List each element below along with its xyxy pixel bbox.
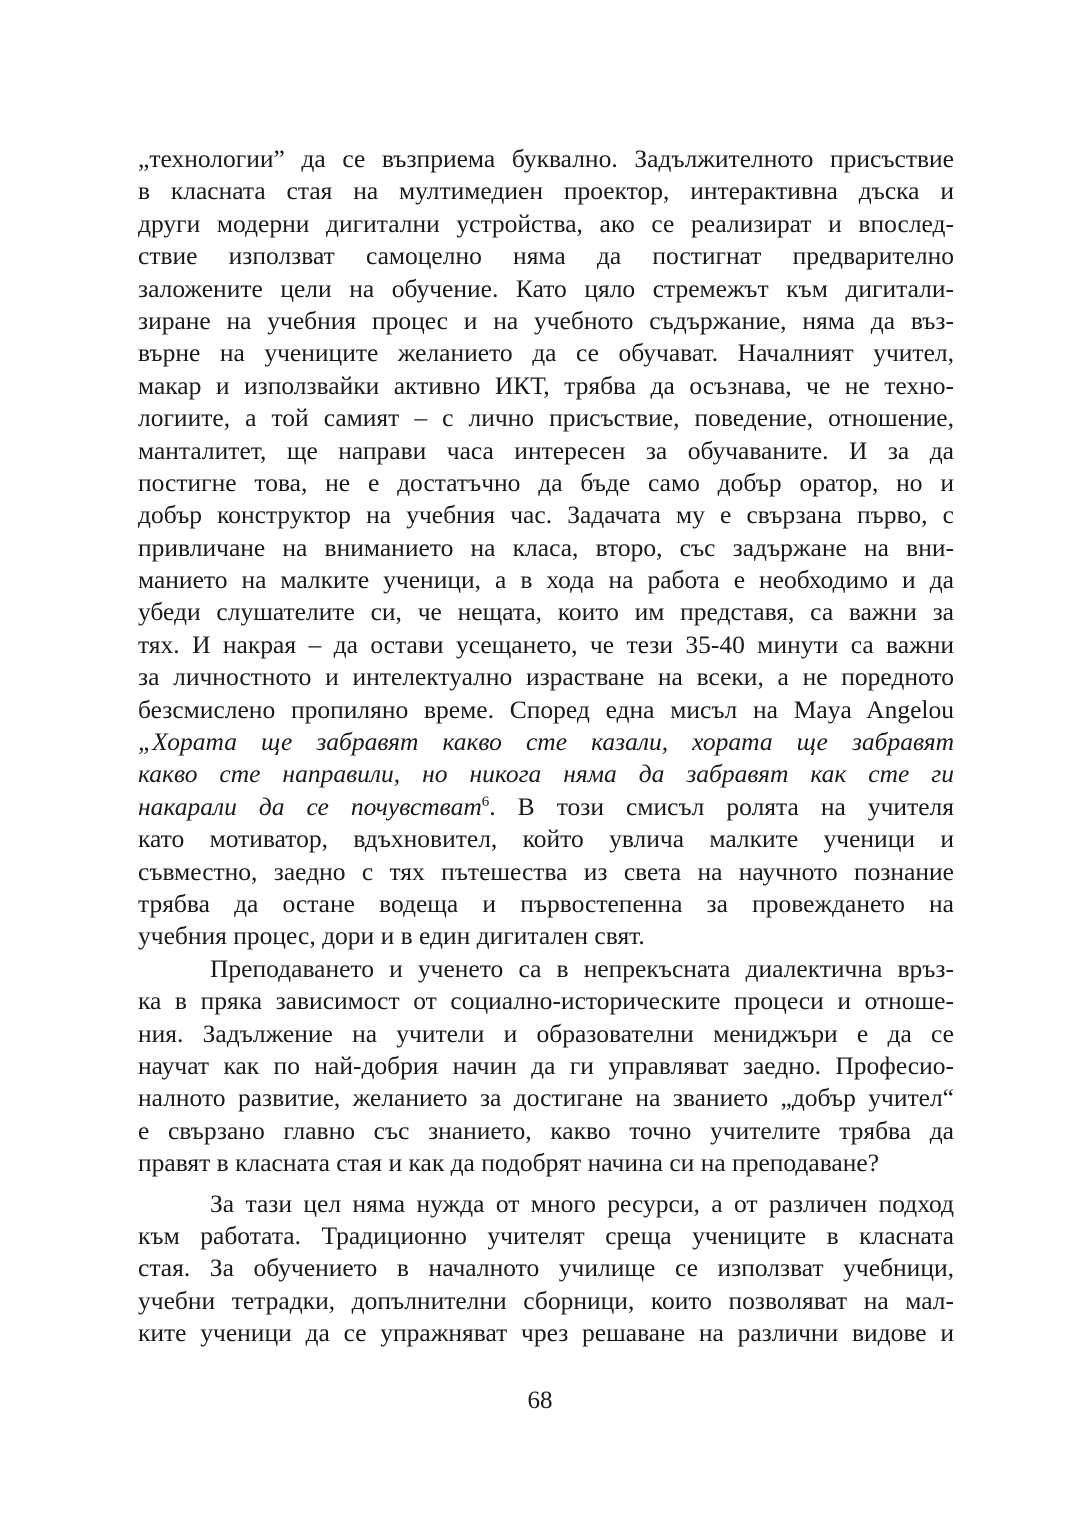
text-line: заложените цели на обучение. Като цяло стремежът към дигитали- [138, 273, 954, 303]
text-line: „технологии” да се възприема буквално. Задължителното присъствие [138, 144, 954, 173]
paragraph-1 [138, 143, 954, 953]
text-line: манталитет, ще направи часа интересен за обучаваните. И за да [138, 435, 954, 465]
text-line: манието на малките ученици, а в хода на работа е необходимо и да [138, 565, 954, 595]
text-line: като мотиватор, вдъхновител, който увлича малките ученици и [138, 824, 954, 854]
body-text [138, 143, 954, 1349]
text-line: ките ученици да се упражняват чрез решаване на различни видове и [138, 1318, 954, 1348]
text-line: ка в пряка зависимост от социално-историческите процеси и отноше- [138, 986, 954, 1016]
quote-line: какво сте направили, но никога няма да забравят как сте ги [138, 759, 954, 789]
text-line: зиране на учебния процес и на учебното съдържание, няма да въз- [138, 305, 954, 335]
footnote-mark[interactable]: 6 [481, 793, 490, 810]
paragraph-spacing [138, 1180, 954, 1188]
text-line: учебни тетрадки, допълнителни сборници, които позволяват на мал- [138, 1285, 954, 1315]
quote-line-with-footnote [138, 791, 954, 823]
text-line: постигне това, не е достатъчно да бъде само добър оратор, но и [138, 467, 954, 497]
quote-continuation: . В този смисъл ролята на учителя [489, 791, 954, 821]
text-line: научат как по най-добрия начин да ги управляват заедно. Професио- [138, 1050, 954, 1080]
text-line: съвместно, заедно с тях пътешества из света на научното познание [138, 856, 954, 886]
paragraph-3 [138, 1188, 954, 1350]
text-line: За тази цел няма нужда от много ресурси, а от различен подход [210, 1188, 954, 1218]
text-line: други модерни дигитални устройства, ако се реализират и впослед- [138, 208, 954, 238]
text-line: добър конструктор на учебния час. Задачата му е свързана първо, с [138, 500, 954, 530]
text-line: правят в класната стая и как да подобрят начина си на преподаване? [138, 1148, 880, 1178]
text-line: убеди слушателите си, че нещата, които им представя, са важни за [138, 597, 954, 627]
text-line: макар и използвайки активно ИКТ, трябва да осъзнава, че не техно- [138, 370, 954, 400]
text-line: ния. Задължение на учители и образователни мениджъри е да се [138, 1018, 954, 1048]
text-line: безсмислено пропиляно време. Според една мисъл на Maya Angelou [138, 694, 954, 724]
text-line: към работата. Традиционно учителят среща учениците в класната [138, 1220, 954, 1250]
text-line: Преподаването и ученето са в непрекъсната диалектична връз- [210, 953, 954, 983]
text-line: учебния процес, дори и в един дигитален свят. [138, 921, 645, 951]
text-line: в класната стая на мултимедиен проектор, интерактивна дъска и [138, 176, 954, 206]
paragraph-2 [138, 953, 954, 1180]
text-line: логиите, а той самият – с лично присъствие, поведение, отношение, [138, 403, 954, 433]
quote-ending: накарали да се почувстват [138, 791, 482, 821]
text-line: е свързано главно със знанието, какво точно учителите трябва да [138, 1115, 954, 1145]
text-line: налното развитие, желанието за достигане на званието „добър учител“ [138, 1083, 954, 1113]
text-line: тях. И накрая – да остави усещането, че тези 35-40 минути са важни [138, 629, 954, 659]
page-number: 68 [527, 1387, 553, 1414]
quote-line: „Хората ще забравят какво сте казали, хората ще забравят [138, 727, 954, 757]
text-line: стая. За обучението в началното училище се използват учебници, [138, 1253, 954, 1283]
text-line: върне на учениците желанието да се обучават. Началният учител, [138, 338, 954, 368]
text-line: ствие използват самоцелно няма да постигнат предварително [138, 241, 954, 271]
text-line: за личностното и интелектуално израстване на всеки, а не поредното [138, 662, 954, 692]
text-line: привличане на вниманието на класа, второ, със задържане на вни- [138, 532, 954, 562]
text-line: трябва да остане водеща и първостепенна за провеждането на [138, 888, 954, 918]
